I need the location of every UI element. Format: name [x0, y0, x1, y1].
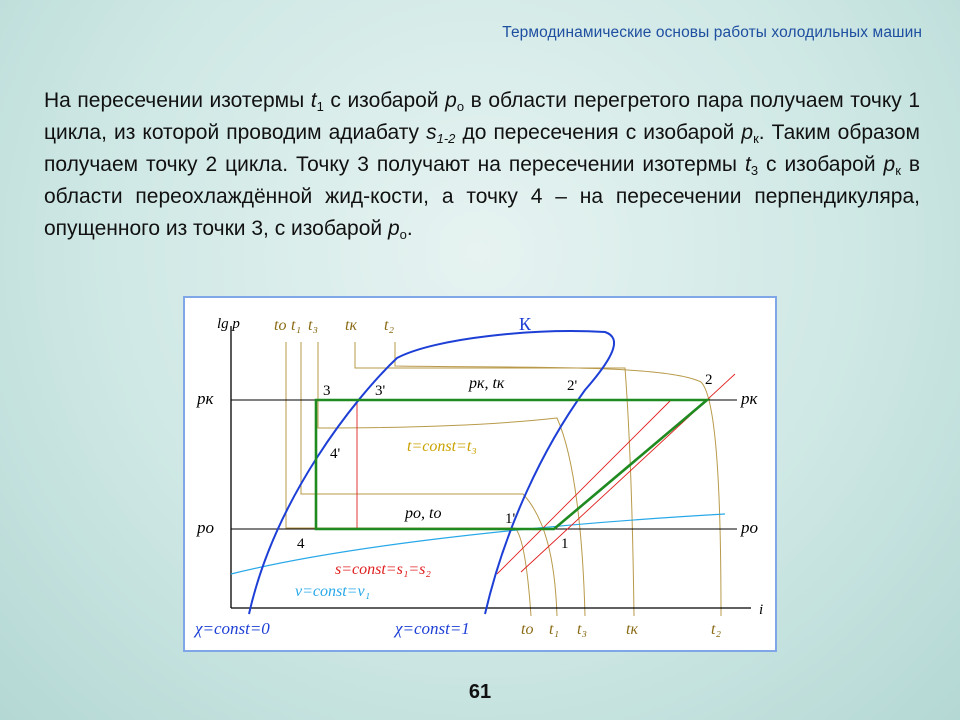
label-t3-top: t₃ — [308, 317, 319, 334]
symbol-p: p — [387, 217, 400, 240]
page-number: 61 — [468, 681, 492, 703]
label-pk-left: pк — [197, 389, 214, 408]
subscript: 1 — [316, 99, 324, 114]
symbol-t: t — [744, 153, 751, 176]
label-isentrope: s=const=s₁=s₂ — [335, 561, 431, 578]
subscript: 3 — [750, 163, 759, 178]
label-to-bottom: tо — [521, 621, 534, 638]
label-quality-0: χ=const=0 — [195, 619, 270, 638]
text-run: . — [406, 217, 413, 240]
symbol-p: p — [741, 121, 754, 144]
isobars — [231, 400, 737, 529]
label-point-3-prime: 3' — [375, 383, 386, 399]
subscript: к — [753, 131, 759, 146]
label-quality-1: χ=const=1 — [395, 619, 470, 638]
label-t3-bottom: t₃ — [577, 621, 588, 638]
text-run: в области переохлаждённой жид-кости, а точку 4 – на пересечении перпендикуляра, опущенного из точки 3, с изобарой — [44, 153, 920, 240]
label-point-2-prime: 2' — [567, 378, 578, 394]
label-point-4: 4 — [297, 536, 305, 552]
label-point-2: 2 — [705, 372, 713, 388]
axis-x-label: i — [759, 602, 764, 618]
label-point-4-prime: 4' — [330, 446, 341, 462]
text-run: На пересечении изотермы — [44, 89, 311, 112]
text-run: с изобарой — [758, 153, 884, 176]
subscript: 1-2 — [436, 131, 456, 146]
label-t2-top: t₂ — [384, 317, 395, 334]
label-to-top: tо — [274, 317, 287, 334]
text-run: в области перегретого пара получаем точку 1 цикла, из которой проводим адиабату — [44, 89, 921, 144]
symbol-p: p — [883, 153, 896, 176]
label-po-left: pо — [197, 518, 214, 537]
saturation-dome — [249, 331, 614, 614]
body-paragraph — [44, 85, 920, 245]
symbol-t: t — [310, 89, 317, 112]
label-t2-bottom: t₂ — [711, 621, 722, 638]
label-pk-right: pк — [741, 389, 758, 408]
text-run: до пересечения с изобарой — [455, 121, 742, 144]
symbol-p: p — [445, 89, 457, 112]
axis-y-label: lg p — [217, 316, 240, 332]
label-tk-top: tк — [345, 317, 357, 334]
text-run: с изобарой — [323, 89, 446, 112]
label-isochore: v=const=v₁ — [295, 583, 371, 600]
label-t1-top: t₁ — [291, 317, 302, 334]
header-title: Термодинамические основы работы холодильных машин — [502, 24, 922, 41]
lgp-i-diagram — [185, 298, 775, 650]
label-tk-bottom: tк — [626, 621, 638, 638]
label-isotherm-t3: t=const=t₃ — [407, 438, 477, 455]
label-t1-bottom: t₁ — [549, 621, 560, 638]
isentrope-line — [497, 400, 671, 574]
label-point-1: 1 — [561, 536, 569, 552]
isochore-line — [231, 514, 725, 574]
symbol-s: s — [426, 121, 437, 144]
lgp-i-diagram-frame — [183, 296, 777, 652]
saturated-liquid-line — [249, 331, 614, 614]
subscript: о — [399, 227, 407, 242]
subscript: к — [895, 163, 901, 178]
bottom-isotherm-labels — [521, 621, 721, 638]
isentropes — [357, 374, 735, 574]
label-po-right: pо — [741, 518, 758, 537]
text-run: . Таким образом получаем точку 2 цикла. Точку 3 получают на пересечении изотермы — [44, 121, 920, 176]
label-pk-tk: pк, tк — [469, 375, 505, 392]
cycle-path — [316, 400, 707, 529]
isotherm-t2 — [395, 342, 721, 616]
label-critical-point: К — [519, 314, 532, 334]
label-po-to: pо, tо — [405, 505, 442, 522]
label-point-1-prime: 1' — [505, 511, 516, 527]
pressure-labels — [196, 389, 759, 537]
top-isotherm-labels — [274, 317, 394, 334]
label-point-3: 3 — [323, 383, 331, 399]
refrigeration-cycle — [316, 400, 707, 529]
subscript: о — [456, 99, 465, 114]
